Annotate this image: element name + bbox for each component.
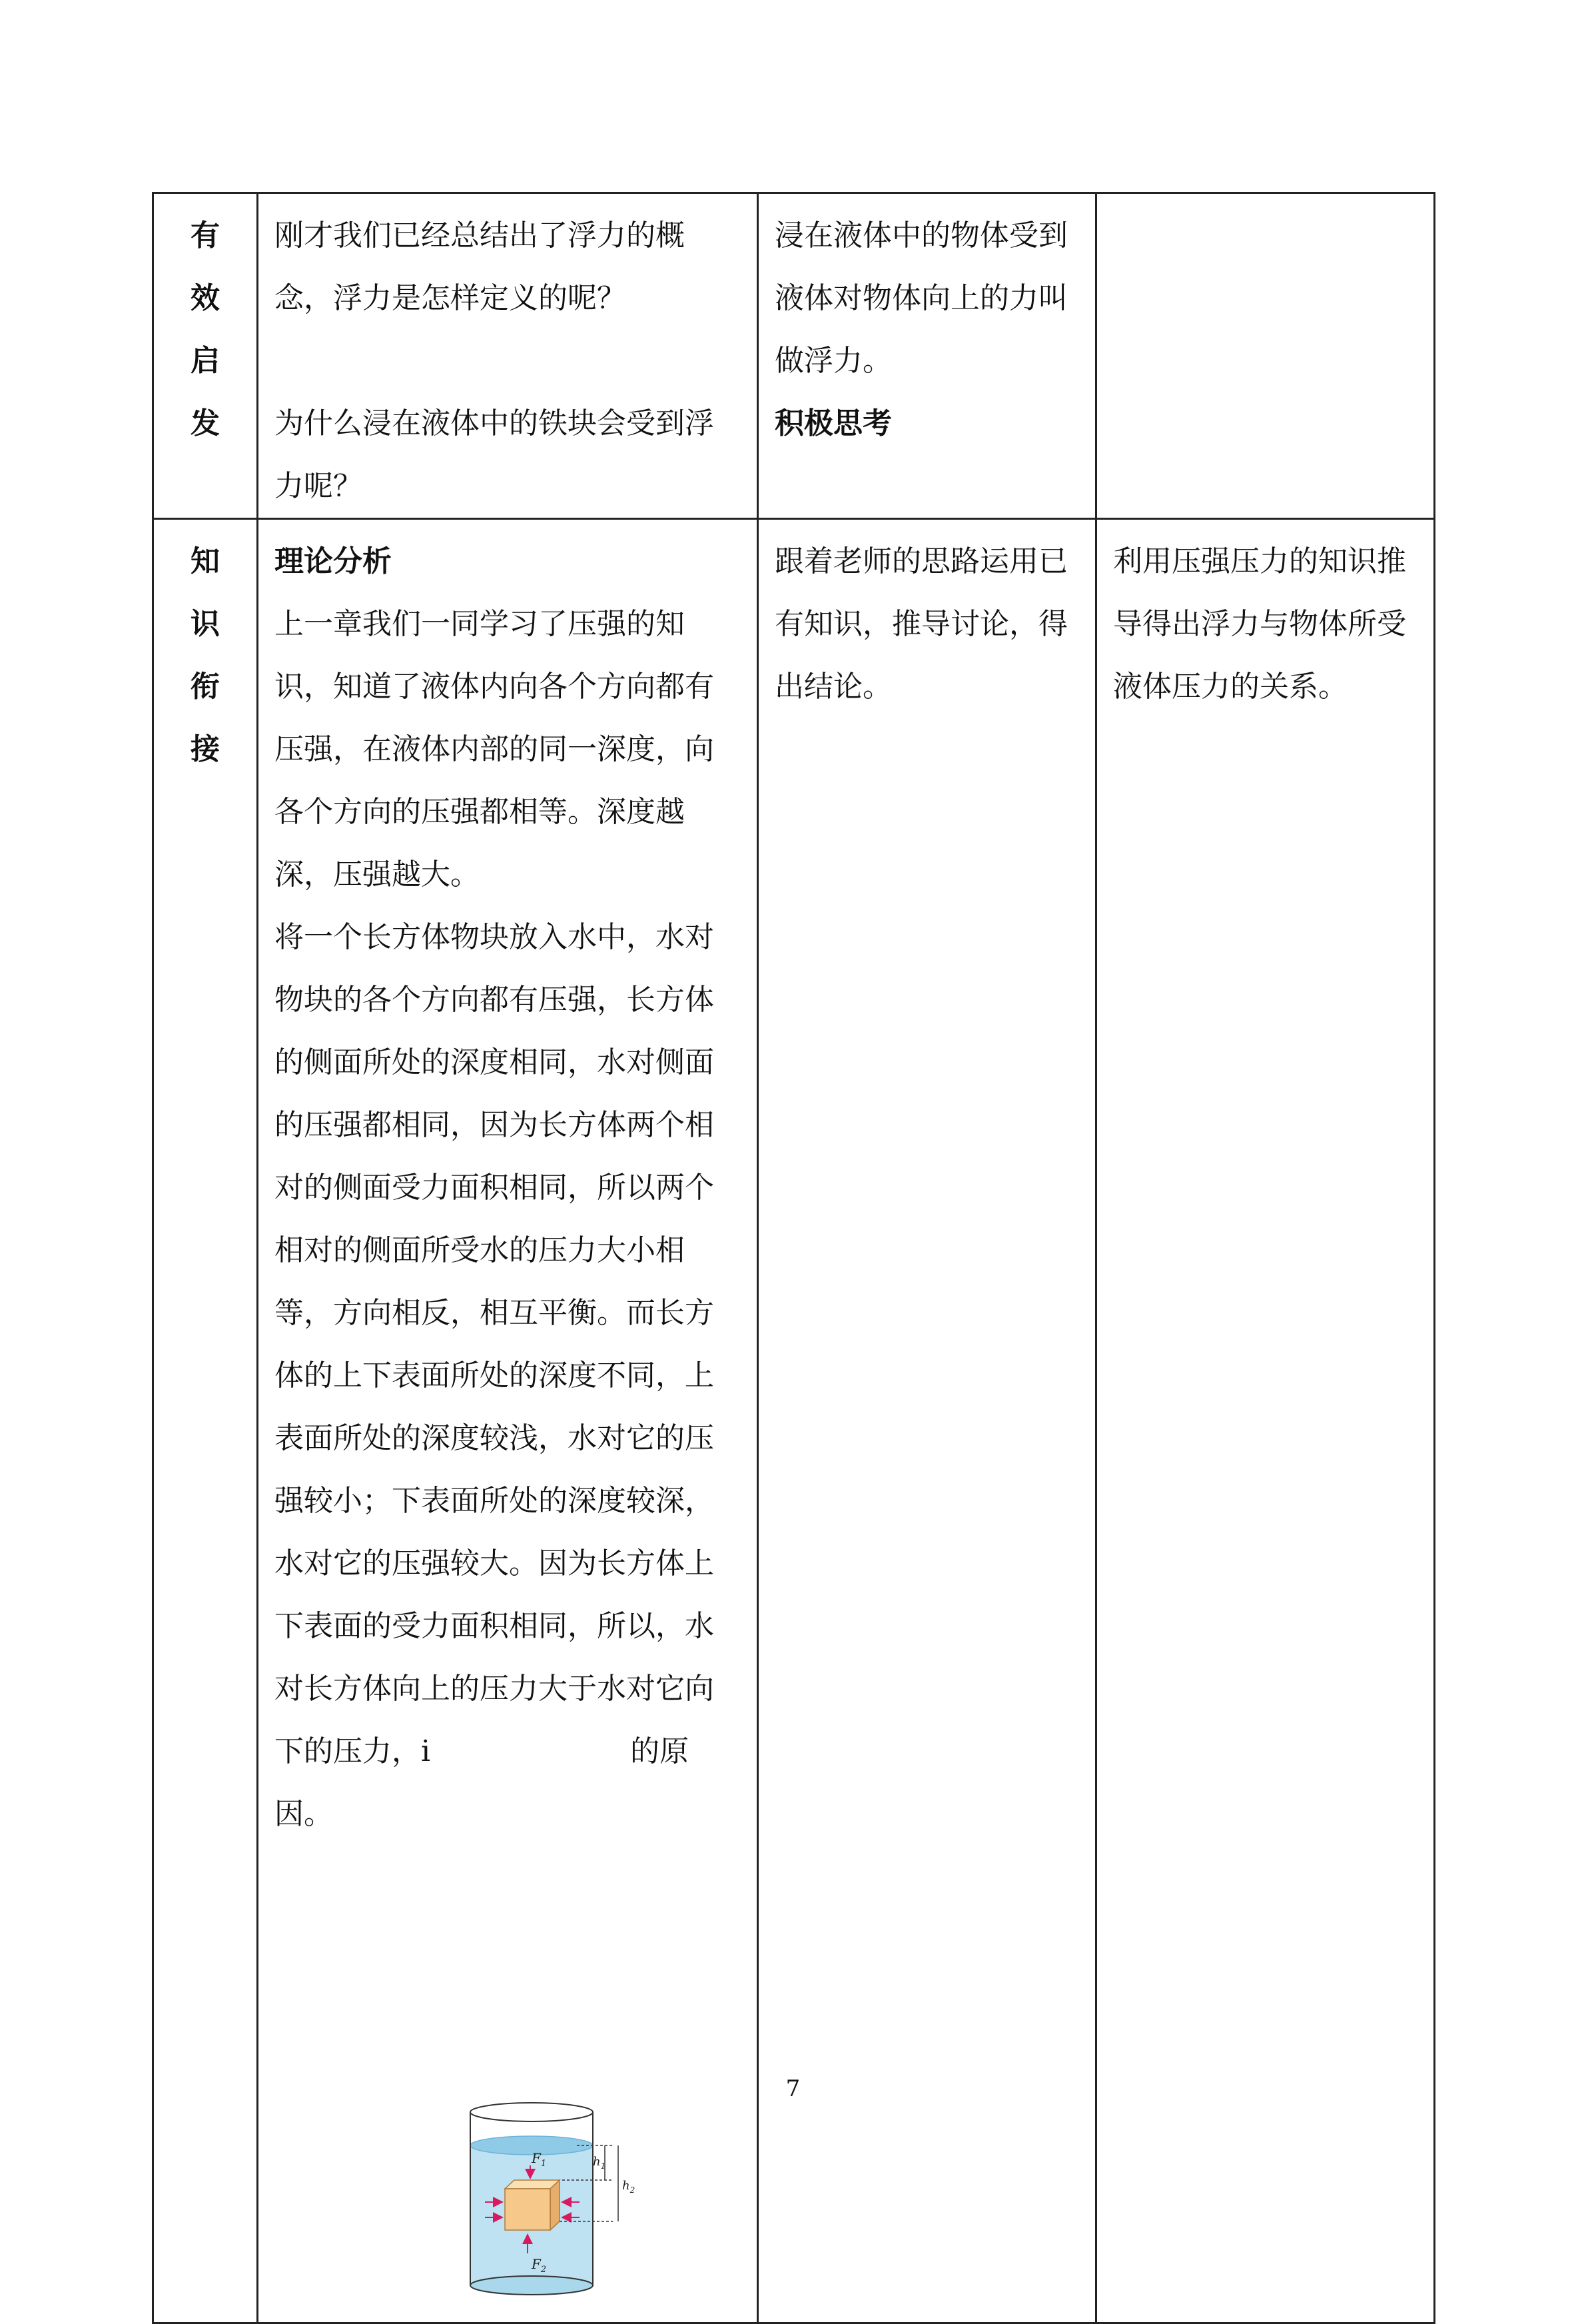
stage-label: 知 识 衔 接	[191, 544, 220, 766]
label-h1: $h_1$	[593, 2155, 606, 2171]
table-row	[153, 519, 1435, 2323]
cylinder-block-figure	[405, 2099, 691, 2299]
student-answer: 浸在液体中的物体受到液体对物体向上的力叫做浮力。	[775, 219, 1068, 378]
submerged-block	[505, 2180, 560, 2230]
student-heading: 积极思考	[775, 406, 892, 440]
page-number: 7	[785, 2075, 801, 2102]
student-activity-cell	[758, 193, 1096, 519]
design-intent-cell	[1096, 519, 1435, 2323]
teacher-activity-cell	[258, 193, 758, 519]
buoyancy-diagram	[405, 2099, 691, 2299]
stage-cell	[153, 519, 258, 2323]
label-h2: $h_2$	[622, 2179, 635, 2195]
teacher-paragraph-end: 因。	[274, 1797, 333, 1831]
label-f1: $F_1$	[532, 2150, 547, 2169]
partial-glyph: i	[421, 1734, 431, 1768]
design-intent-cell	[1096, 193, 1435, 519]
teacher-activity-cell	[258, 519, 758, 2323]
teacher-question: 刚才我们已经总结出了浮力的概念，浮力是怎样定义的呢？	[274, 219, 685, 315]
table-row	[153, 193, 1435, 519]
stage-label: 有 效 启 发	[191, 219, 220, 440]
teacher-paragraph: 上一章我们一同学习了压强的知识，知道了液体内向各个方向都有压强，在液体内部的同一深度，向各个方向的压强都相等。深度越深，压强越大。	[274, 607, 714, 891]
stage-cell	[153, 193, 258, 519]
label-f2: $F_2$	[532, 2256, 547, 2275]
teacher-question: 为什么浸在液体中的铁块会受到浮力呢？	[274, 406, 714, 503]
section-heading: 理论分析	[274, 544, 392, 578]
lesson-plan-table	[152, 192, 1435, 2324]
trailing-text: 的原	[630, 1734, 689, 1768]
student-activity-cell	[758, 519, 1096, 2323]
design-intent: 利用压强压力的知识推导得出浮力与物体所受液体压力的关系。	[1113, 544, 1406, 704]
teacher-paragraph: 将一个长方体物块放入水中，水对物块的各个方向都有压强，长方体的侧面所处的深度相同，水对侧面的压强都相同，因为长方体两个相对的侧面受力面积相同，所以两个相对的侧面所受水的压力大小相等，方向相反，相互平衡。而长方体的上下表面所处的深度不同，上表面所处的深度较浅，水对它的压强较小；下表面所处的深度较深，水对它的压强较大。因为长方体上下表面的受力面积相同，所以，水对长方体向上的压力大于水对它向下的压力，i 的原	[274, 920, 714, 1768]
student-activity: 跟着老师的思路运用已有知识，推导讨论，得出结论。	[775, 544, 1068, 704]
